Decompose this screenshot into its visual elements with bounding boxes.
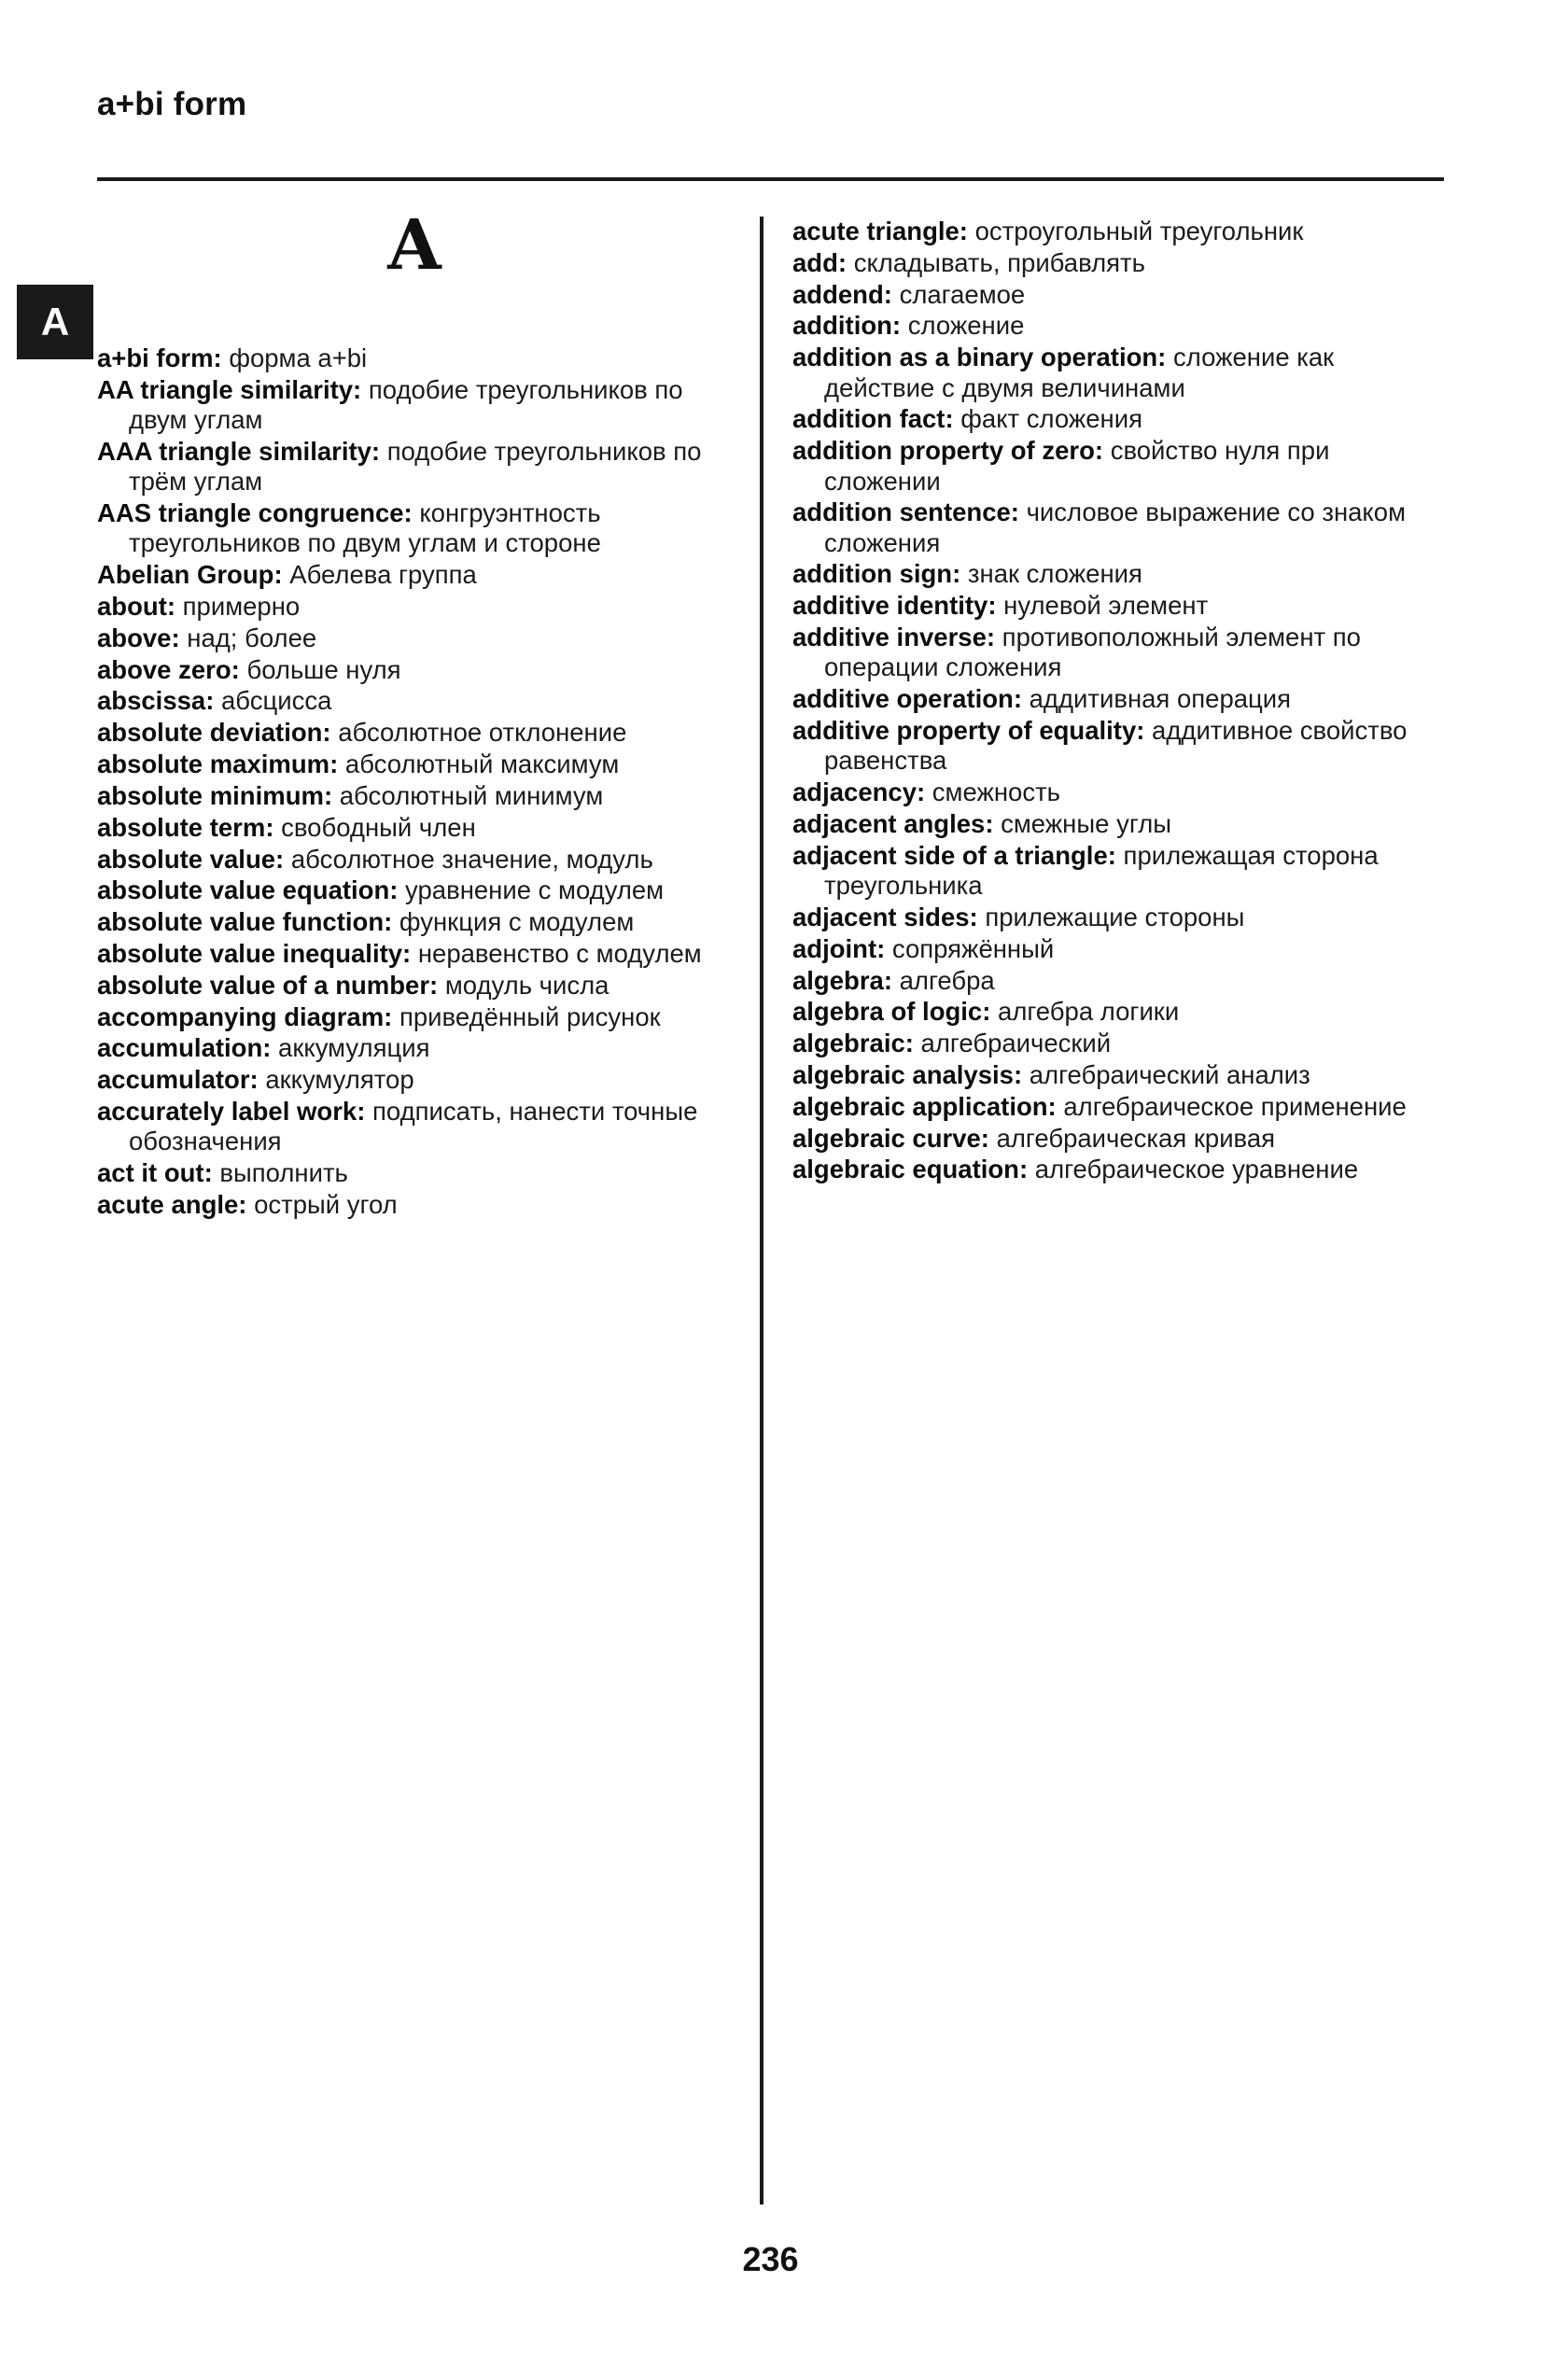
entry-term: algebraic curve: (792, 1123, 989, 1153)
dictionary-entry (792, 217, 1427, 246)
entry-term: additive property of equality: (792, 716, 1145, 745)
entry-definition: конгруэнтность треугольников по двум углам и стороне (129, 498, 601, 558)
entry-definition: складывать, прибавлять (847, 247, 1145, 277)
dictionary-entry (792, 841, 1427, 902)
page-number: 236 (742, 2240, 799, 2278)
entry-term: addition sign: (792, 559, 961, 589)
entry-term: absolute maximum: (97, 749, 339, 779)
entry-term: accompanying diagram: (97, 1001, 393, 1031)
entry-term: addition fact: (792, 404, 954, 434)
dictionary-entry (97, 343, 732, 373)
dictionary-entry (97, 1190, 732, 1220)
entry-definition: сложение (901, 311, 1025, 341)
entry-definition: функция с модулем (392, 907, 635, 937)
dictionary-entry (792, 311, 1427, 341)
entry-term: additive identity: (792, 591, 997, 621)
entry-term: above: (97, 623, 180, 652)
letter-index-tab: A (17, 285, 93, 359)
dictionary-entry (792, 684, 1427, 714)
entry-definition: прилежащая сторона треугольника (824, 840, 1379, 901)
column-divider (760, 217, 763, 2205)
entry-definition: остроугольный треугольник (967, 217, 1304, 245)
dictionary-entry (97, 971, 732, 1001)
dictionary-entry (97, 1033, 732, 1063)
dictionary-entry (97, 875, 732, 905)
dictionary-entry (97, 375, 732, 436)
entry-term: absolute term: (97, 812, 274, 842)
entry-definition: числовое выражение со знаком сложения (824, 497, 1406, 557)
dictionary-entry (792, 280, 1427, 310)
entry-definition: модуль числа (438, 970, 609, 1000)
entry-term: absolute deviation: (97, 718, 331, 748)
entry-definition: аккумулятор (258, 1065, 414, 1095)
entry-term: add: (792, 247, 848, 277)
dictionary-entry (97, 498, 732, 559)
dictionary-entry (97, 939, 732, 969)
entry-definition: примерно (175, 592, 301, 621)
section-drop-letter: A (387, 205, 441, 286)
entry-definition: острый угол (246, 1189, 398, 1219)
dictionary-entry (97, 718, 732, 748)
entry-term: addition sentence: (792, 497, 1019, 527)
dictionary-entry (792, 1029, 1427, 1058)
entry-term: accumulation: (97, 1033, 272, 1063)
left-column (97, 217, 732, 1222)
entry-definition: свободный член (273, 812, 476, 842)
entry-term: absolute value of a number: (97, 970, 439, 1000)
dictionary-entry (97, 560, 732, 590)
entry-definition: смежные углы (993, 808, 1172, 838)
entry-definition: знак сложения (960, 559, 1142, 589)
entry-definition: абсолютное значение, модуль (284, 844, 653, 874)
entry-definition: алгебраическая кривая (988, 1123, 1276, 1153)
entry-term: algebraic application: (792, 1091, 1057, 1121)
entry-definition: сложение как действие с двумя величинами (824, 343, 1335, 402)
dictionary-entry (792, 1092, 1427, 1122)
entry-term: Abelian Group: (97, 560, 283, 590)
entry-definition: абсолютное отклонение (330, 718, 627, 748)
entry-definition: неравенство с модулем (411, 938, 702, 968)
entry-definition: абсолютный максимум (338, 749, 620, 779)
dictionary-entry (792, 623, 1427, 683)
entry-term: addend: (792, 279, 892, 309)
entry-term: act it out: (97, 1158, 213, 1188)
entry-definition: факт сложения (953, 404, 1142, 434)
dictionary-entry (97, 592, 732, 622)
dictionary-entry (792, 1124, 1427, 1154)
dictionary-entry (97, 907, 732, 937)
entry-definition: алгебра логики (990, 997, 1180, 1027)
dictionary-entry (792, 934, 1427, 964)
entry-definition: нулевой элемент (996, 591, 1209, 621)
dictionary-entry (792, 497, 1427, 558)
dictionary-entry (97, 437, 732, 497)
dictionary-entry (792, 1155, 1427, 1184)
entry-term: absolute value equation: (97, 875, 399, 905)
entry-definition: аддитивное свойство равенства (824, 716, 1408, 776)
dictionary-entry (97, 845, 732, 875)
entry-term: AA triangle similarity: (97, 374, 362, 404)
entry-term: adjacent angles: (792, 808, 994, 838)
entry-term: absolute minimum: (97, 780, 333, 810)
dictionary-entry (792, 404, 1427, 434)
entry-term: adjacency: (792, 777, 926, 807)
entry-term: algebraic equation: (792, 1155, 1029, 1184)
entry-definition: алгебраический (913, 1029, 1112, 1058)
dictionary-entry (792, 716, 1427, 777)
dictionary-entry (792, 1060, 1427, 1090)
entry-term: adjacent side of a triangle: (792, 840, 1116, 870)
dictionary-entry (97, 1097, 732, 1157)
dictionary-entry (792, 343, 1427, 403)
entry-definition: подобие треугольников по двум углам (129, 374, 683, 435)
dictionary-entry (792, 248, 1427, 278)
entry-term: additive inverse: (792, 623, 996, 652)
entry-definition: противоположный элемент по операции сложения (824, 623, 1361, 682)
entry-definition: алгебра (891, 965, 995, 995)
entry-definition: алгебраическое уравнение (1028, 1155, 1359, 1184)
entry-definition: прилежащие стороны (977, 902, 1245, 931)
entry-term: addition as a binary operation: (792, 343, 1167, 372)
entry-definition: приведённый рисунок (392, 1001, 661, 1031)
entry-term: addition property of zero: (792, 436, 1104, 466)
dictionary-entry (792, 436, 1427, 497)
entry-definition: подписать, нанести точные обозначения (129, 1097, 698, 1156)
entry-term: adjoint: (792, 933, 886, 963)
entry-term: absolute value: (97, 844, 285, 874)
entry-definition: больше нуля (239, 654, 401, 684)
entry-term: AAS triangle congruence: (97, 498, 413, 528)
entry-definition: абсолютный минимум (332, 780, 604, 810)
dictionary-entry (97, 1158, 732, 1188)
entry-term: algebra of logic: (792, 997, 991, 1027)
entry-term: above zero: (97, 654, 240, 684)
dictionary-entry (97, 1002, 732, 1032)
dictionary-entry (792, 903, 1427, 932)
right-column (792, 217, 1427, 1186)
entry-term: acute angle: (97, 1189, 247, 1219)
dictionary-entry (97, 781, 732, 811)
entry-definition: алгебраическое применение (1056, 1091, 1407, 1121)
entry-term: about: (97, 592, 176, 621)
dictionary-entry (792, 966, 1427, 996)
entry-term: absolute value function: (97, 907, 393, 937)
dictionary-entry (792, 997, 1427, 1027)
dictionary-entry (97, 749, 732, 779)
entry-term: absolute value inequality: (97, 938, 412, 968)
entry-definition: Абелева группа (282, 560, 477, 590)
entry-definition: алгебраический анализ (1022, 1059, 1310, 1089)
dictionary-entry (792, 809, 1427, 839)
entry-definition: уравнение с модулем (398, 875, 665, 905)
dictionary-entry (97, 1065, 732, 1095)
entry-definition: сопряжённый (885, 933, 1055, 963)
entry-term: acute triangle: (792, 217, 968, 245)
entry-term: addition: (792, 311, 902, 341)
dictionary-entry (792, 559, 1427, 589)
entry-term: a+bi form: (97, 343, 222, 372)
dictionary-entry (792, 591, 1427, 621)
entry-definition: подобие треугольников по трём углам (129, 436, 702, 497)
entry-definition: аддитивная операция (1022, 684, 1292, 714)
entry-definition: свойство нуля при сложении (824, 436, 1330, 496)
entry-definition: над; более (179, 623, 317, 652)
dictionary-entry (97, 655, 732, 685)
entry-term: additive operation: (792, 684, 1022, 714)
dictionary-entry (97, 623, 732, 653)
entry-term: algebraic analysis: (792, 1059, 1023, 1089)
entry-term: algebraic: (792, 1029, 914, 1058)
entry-term: AAA triangle similarity: (97, 436, 381, 466)
entry-definition: абсцисса (214, 686, 332, 716)
dictionary-entry (97, 686, 732, 716)
dictionary-entry (97, 813, 732, 843)
running-head: a+bi form (97, 86, 247, 122)
entry-definition: выполнить (212, 1158, 348, 1188)
entry-term: abscissa: (97, 686, 215, 716)
entry-term: algebra: (792, 965, 892, 995)
entry-definition: форма a+bi (221, 343, 368, 372)
entry-term: accurately label work: (97, 1097, 366, 1126)
entry-definition: слагаемое (891, 279, 1026, 309)
entry-definition: аккумуляция (271, 1033, 430, 1063)
header-divider (97, 177, 1444, 181)
entry-term: accumulator: (97, 1065, 259, 1095)
entry-term: adjacent sides: (792, 902, 978, 931)
entry-columns (97, 217, 1444, 2223)
dictionary-entry (792, 777, 1427, 807)
entry-definition: смежность (925, 777, 1061, 807)
